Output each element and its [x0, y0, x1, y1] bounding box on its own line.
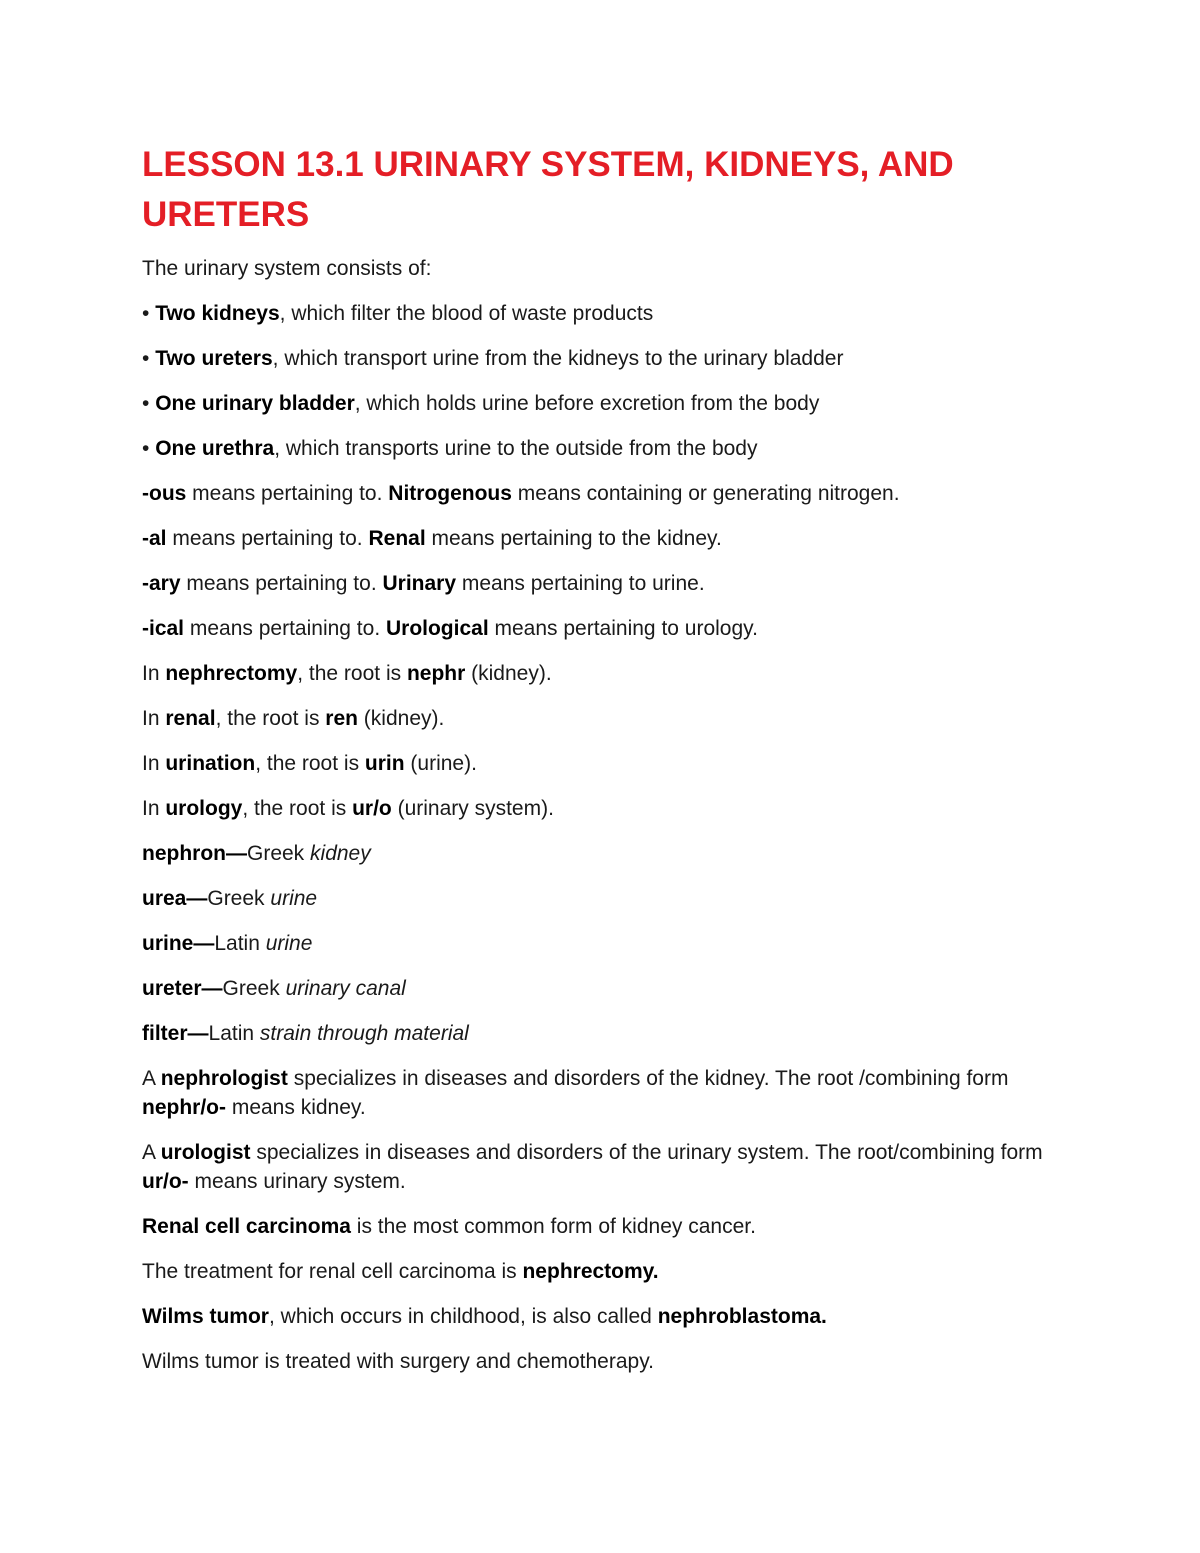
- nephrologist-term: nephrologist: [160, 1067, 288, 1090]
- suffix: -ous: [142, 482, 187, 505]
- bullet-term: Two ureters: [155, 347, 273, 370]
- root-line: In nephrectomy, the root is nephr (kidney).: [142, 662, 552, 685]
- root-word: urology: [165, 797, 243, 820]
- etymology-meaning: urinary canal: [285, 977, 406, 1000]
- etymology-term: nephron—: [142, 842, 247, 865]
- suffix-line: -ical means pertaining to. Urological means pertaining to urology.: [142, 617, 758, 640]
- suffix: -al: [142, 527, 167, 550]
- suffix-term: Nitrogenous: [388, 482, 512, 505]
- bullet-item: • One urinary bladder, which holds urine before excretion from the body: [142, 392, 820, 415]
- wilms-line: Wilms tumor, which occurs in childhood, is also called nephroblastoma.: [142, 1305, 827, 1328]
- etymology-meaning: strain through material: [259, 1022, 469, 1045]
- rcc-term: Renal cell carcinoma: [142, 1215, 351, 1238]
- intro-text: The urinary system consists of:: [142, 257, 432, 280]
- rcc-line: Renal cell carcinoma is the most common form of kidney cancer.: [142, 1215, 756, 1238]
- root-line: In urination, the root is urin (urine).: [142, 752, 477, 775]
- etymology-term: filter—: [142, 1022, 209, 1045]
- document-page: [142, 140, 1082, 1376]
- wilms-treatment-line: Wilms tumor is treated with surgery and chemotherapy.: [142, 1350, 654, 1373]
- bullet-item: • One urethra, which transports urine to the outside from the body: [142, 437, 758, 460]
- suffix: -ary: [142, 572, 181, 595]
- etymology-meaning: kidney: [310, 842, 371, 865]
- urologist-paragraph: A urologist specializes in diseases and disorders of the urinary system. The root/combining form ur/o- means urinary system.: [142, 1141, 1043, 1193]
- suffix-term: Renal: [368, 527, 426, 550]
- suffix-term: Urinary: [382, 572, 457, 595]
- root-line: In urology, the root is ur/o (urinary system).: [142, 797, 554, 820]
- suffix-line: -ary means pertaining to. Urinary means pertaining to urine.: [142, 572, 705, 595]
- bullet-term: One urethra: [155, 437, 275, 460]
- combining-form: ur/o-: [142, 1170, 189, 1193]
- root-word: nephrectomy: [165, 662, 298, 685]
- etymology-meaning: urine: [270, 887, 318, 910]
- etymology-meaning: urine: [265, 932, 313, 955]
- root: ren: [325, 707, 358, 730]
- bullet-item: • Two ureters, which transport urine from the kidneys to the urinary bladder: [142, 347, 844, 370]
- urologist-term: urologist: [160, 1141, 251, 1164]
- etymology-line: ureter—Greek urinary canal: [142, 977, 406, 1000]
- etymology-line: filter—Latin strain through material: [142, 1022, 469, 1045]
- etymology-line: urea—Greek urine: [142, 887, 318, 910]
- combining-form: nephr/o-: [142, 1096, 226, 1119]
- wilms-term: Wilms tumor: [142, 1305, 269, 1328]
- bullet-term: Two kidneys: [155, 302, 280, 325]
- etymology-line: nephron—Greek kidney: [142, 842, 371, 865]
- bullet-term: One urinary bladder: [155, 392, 355, 415]
- suffix: -ical: [142, 617, 185, 640]
- etymology-term: urine—: [142, 932, 215, 955]
- etymology-term: ureter—: [142, 977, 223, 1000]
- root-word: urination: [165, 752, 256, 775]
- root-word: renal: [165, 707, 216, 730]
- suffix-line: -al means pertaining to. Renal means pertaining to the kidney.: [142, 527, 722, 550]
- suffix-term: Urological: [385, 617, 489, 640]
- wilms-alt-term: nephroblastoma.: [657, 1305, 827, 1328]
- root: urin: [364, 752, 405, 775]
- root: ur/o: [352, 797, 392, 820]
- lesson-title: LESSON 13.1 URINARY SYSTEM, KIDNEYS, AND URETERS: [142, 145, 954, 234]
- root-line: In renal, the root is ren (kidney).: [142, 707, 445, 730]
- root: nephr: [406, 662, 466, 685]
- etymology-term: urea—: [142, 887, 208, 910]
- treatment-line: The treatment for renal cell carcinoma is nephrectomy.: [142, 1260, 659, 1283]
- bullet-item: • Two kidneys, which filter the blood of waste products: [142, 302, 654, 325]
- nephrologist-paragraph: A nephrologist specializes in diseases and disorders of the kidney. The root /combining form nephr/o- means kidney.: [142, 1067, 1009, 1119]
- suffix-line: -ous means pertaining to. Nitrogenous means containing or generating nitrogen.: [142, 482, 900, 505]
- treatment-term: nephrectomy.: [522, 1260, 659, 1283]
- etymology-line: urine—Latin urine: [142, 932, 313, 955]
